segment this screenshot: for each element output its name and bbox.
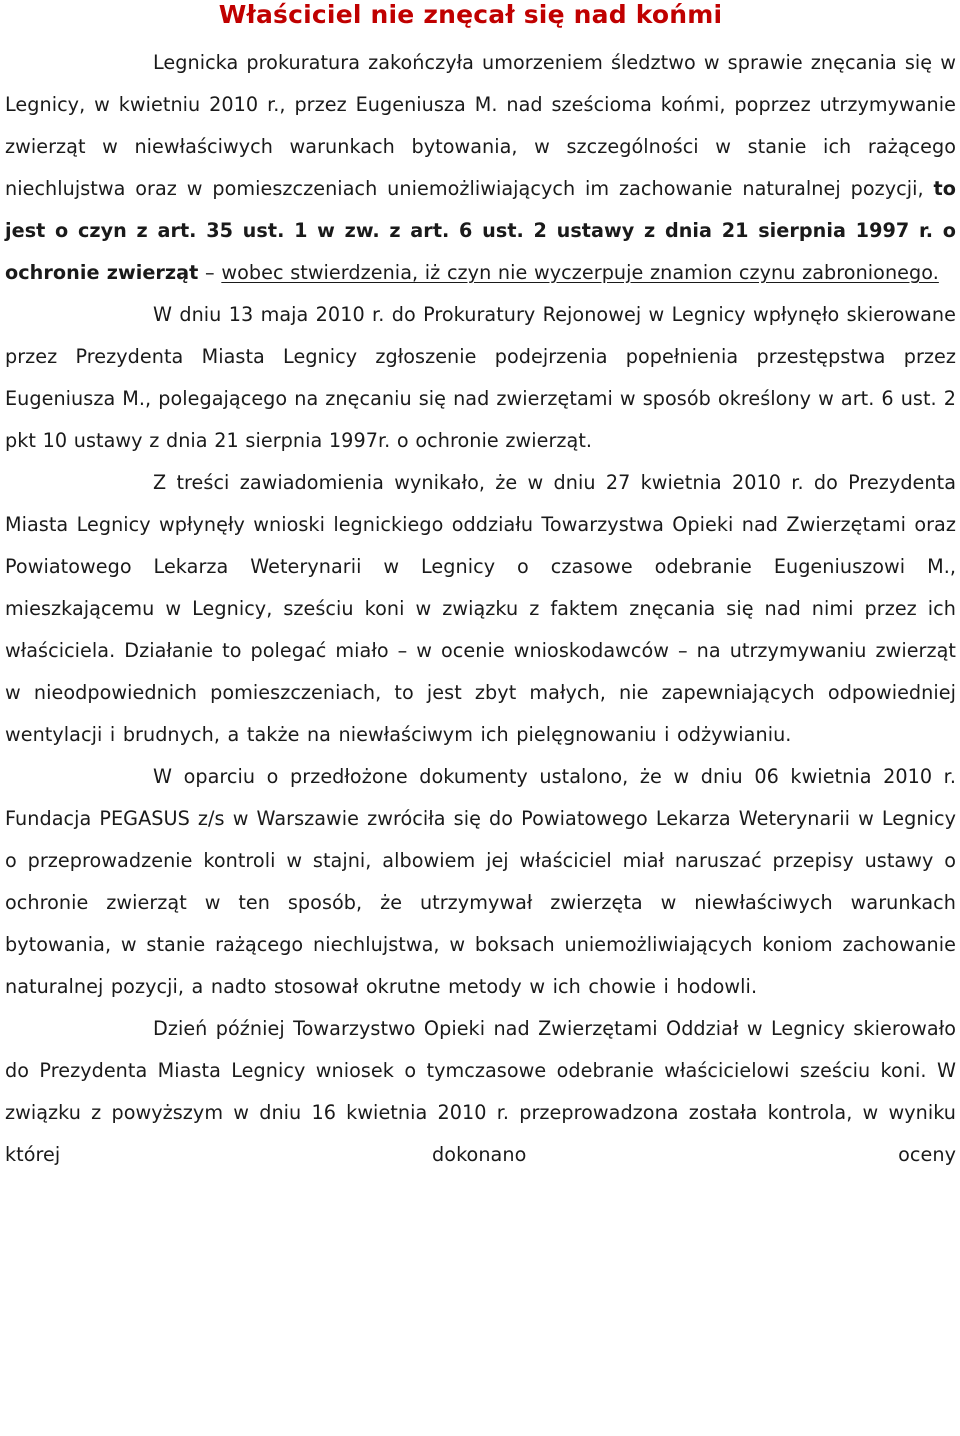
paragraph-1 [5,42,956,294]
paragraph-1-underlined-reason: wobec stwierdzenia, iż czyn nie wyczerpuje znamion czynu zabronionego. [221,261,939,284]
paragraph-3-text: Z treści zawiadomienia wynikało, że w dniu 27 kwietnia 2010 r. do Prezydenta Miasta Legnicy wpłynęły wnioski legnickiego oddziału Towarzystwa Opieki nad Zwierzętami oraz Powiatowego Lekarza Weterynarii w Legnicy o czasowe odebranie Eugeniuszowi M., mieszkającemu w Legnicy, sześciu koni w związku z faktem znęcania się nad nimi przez ich właściciela. Działanie to polegać miało – w ocenie wnioskodawców – na utrzymywaniu zwierząt w nieodpowiednich pomieszczeniach, to jest zbyt małych, nie zapewniających odpowiedniej wentylacji i brudnych, a także na niewłaściwym ich pielęgnowaniu i odżywianiu. [5,471,956,746]
paragraph-1-legal-citation: to jest o czyn z art. 35 ust. 1 w zw. z art. 6 ust. 2 ustawy z dnia 21 sierpnia 1997 r. o ochronie zwierząt [5,177,956,284]
paragraph-1-text: Legnicka prokuratura zakończyła umorzeniem śledztwo w sprawie znęcania się w Legnicy, w kwietniu 2010 r., przez Eugeniusza M. nad sześcioma końmi, poprzez utrzymywanie zwierząt w niewłaściwych warunkach bytowania, w szczególności w stanie ich rażącego niechlujstwa oraz w pomieszczeniach uniemożliwiających im zachowanie naturalnej pozycji, [5,51,956,200]
paragraph-4-text: W oparciu o przedłożone dokumenty ustalono, że w dniu 06 kwietnia 2010 r. Fundacja PEGASUS z/s w Warszawie zwróciła się do Powiatowego Lekarza Weterynarii w Legnicy o przeprowadzenie kontroli w stajni, albowiem jej właściciel miał naruszać przepisy ustawy o ochronie zwierząt w ten sposób, że utrzymywał zwierzęta w niewłaściwych warunkach bytowania, w stanie rażącego niechlujstwa, w boksach uniemożliwiających koniom zachowanie naturalnej pozycji, a nadto stosował okrutne metody w ich chowie i hodowli. [5,765,956,998]
document-title: Właściciel nie znęcał się nad końmi [218,0,723,29]
paragraph-5 [5,1008,956,1176]
paragraph-4 [5,756,956,1008]
paragraph-2 [5,294,956,462]
paragraph-5-text: Dzień później Towarzystwo Opieki nad Zwierzętami Oddział w Legnicy skierowało do Prezydenta Miasta Legnicy wniosek o tymczasowe odebranie właścicielowi sześciu koni. W związku z powyższym w dniu 16 kwietnia 2010 r. przeprowadzona została kontrola, w wyniku której dokonano oceny [5,1017,956,1166]
paragraph-3 [5,462,956,756]
paragraph-2-text: W dniu 13 maja 2010 r. do Prokuratury Rejonowej w Legnicy wpłynęło skierowane przez Prezydenta Miasta Legnicy zgłoszenie podejrzenia popełnienia przestępstwa przez Eugeniusza M., polegającego na znęcaniu się nad zwierzętami w sposób określony w art. 6 ust. 2 pkt 10 ustawy z dnia 21 sierpnia 1997r. o ochronie zwierząt. [5,303,956,452]
paragraph-1-dash: – [198,261,222,284]
document-body [5,42,956,1176]
document-page [5,0,956,1176]
